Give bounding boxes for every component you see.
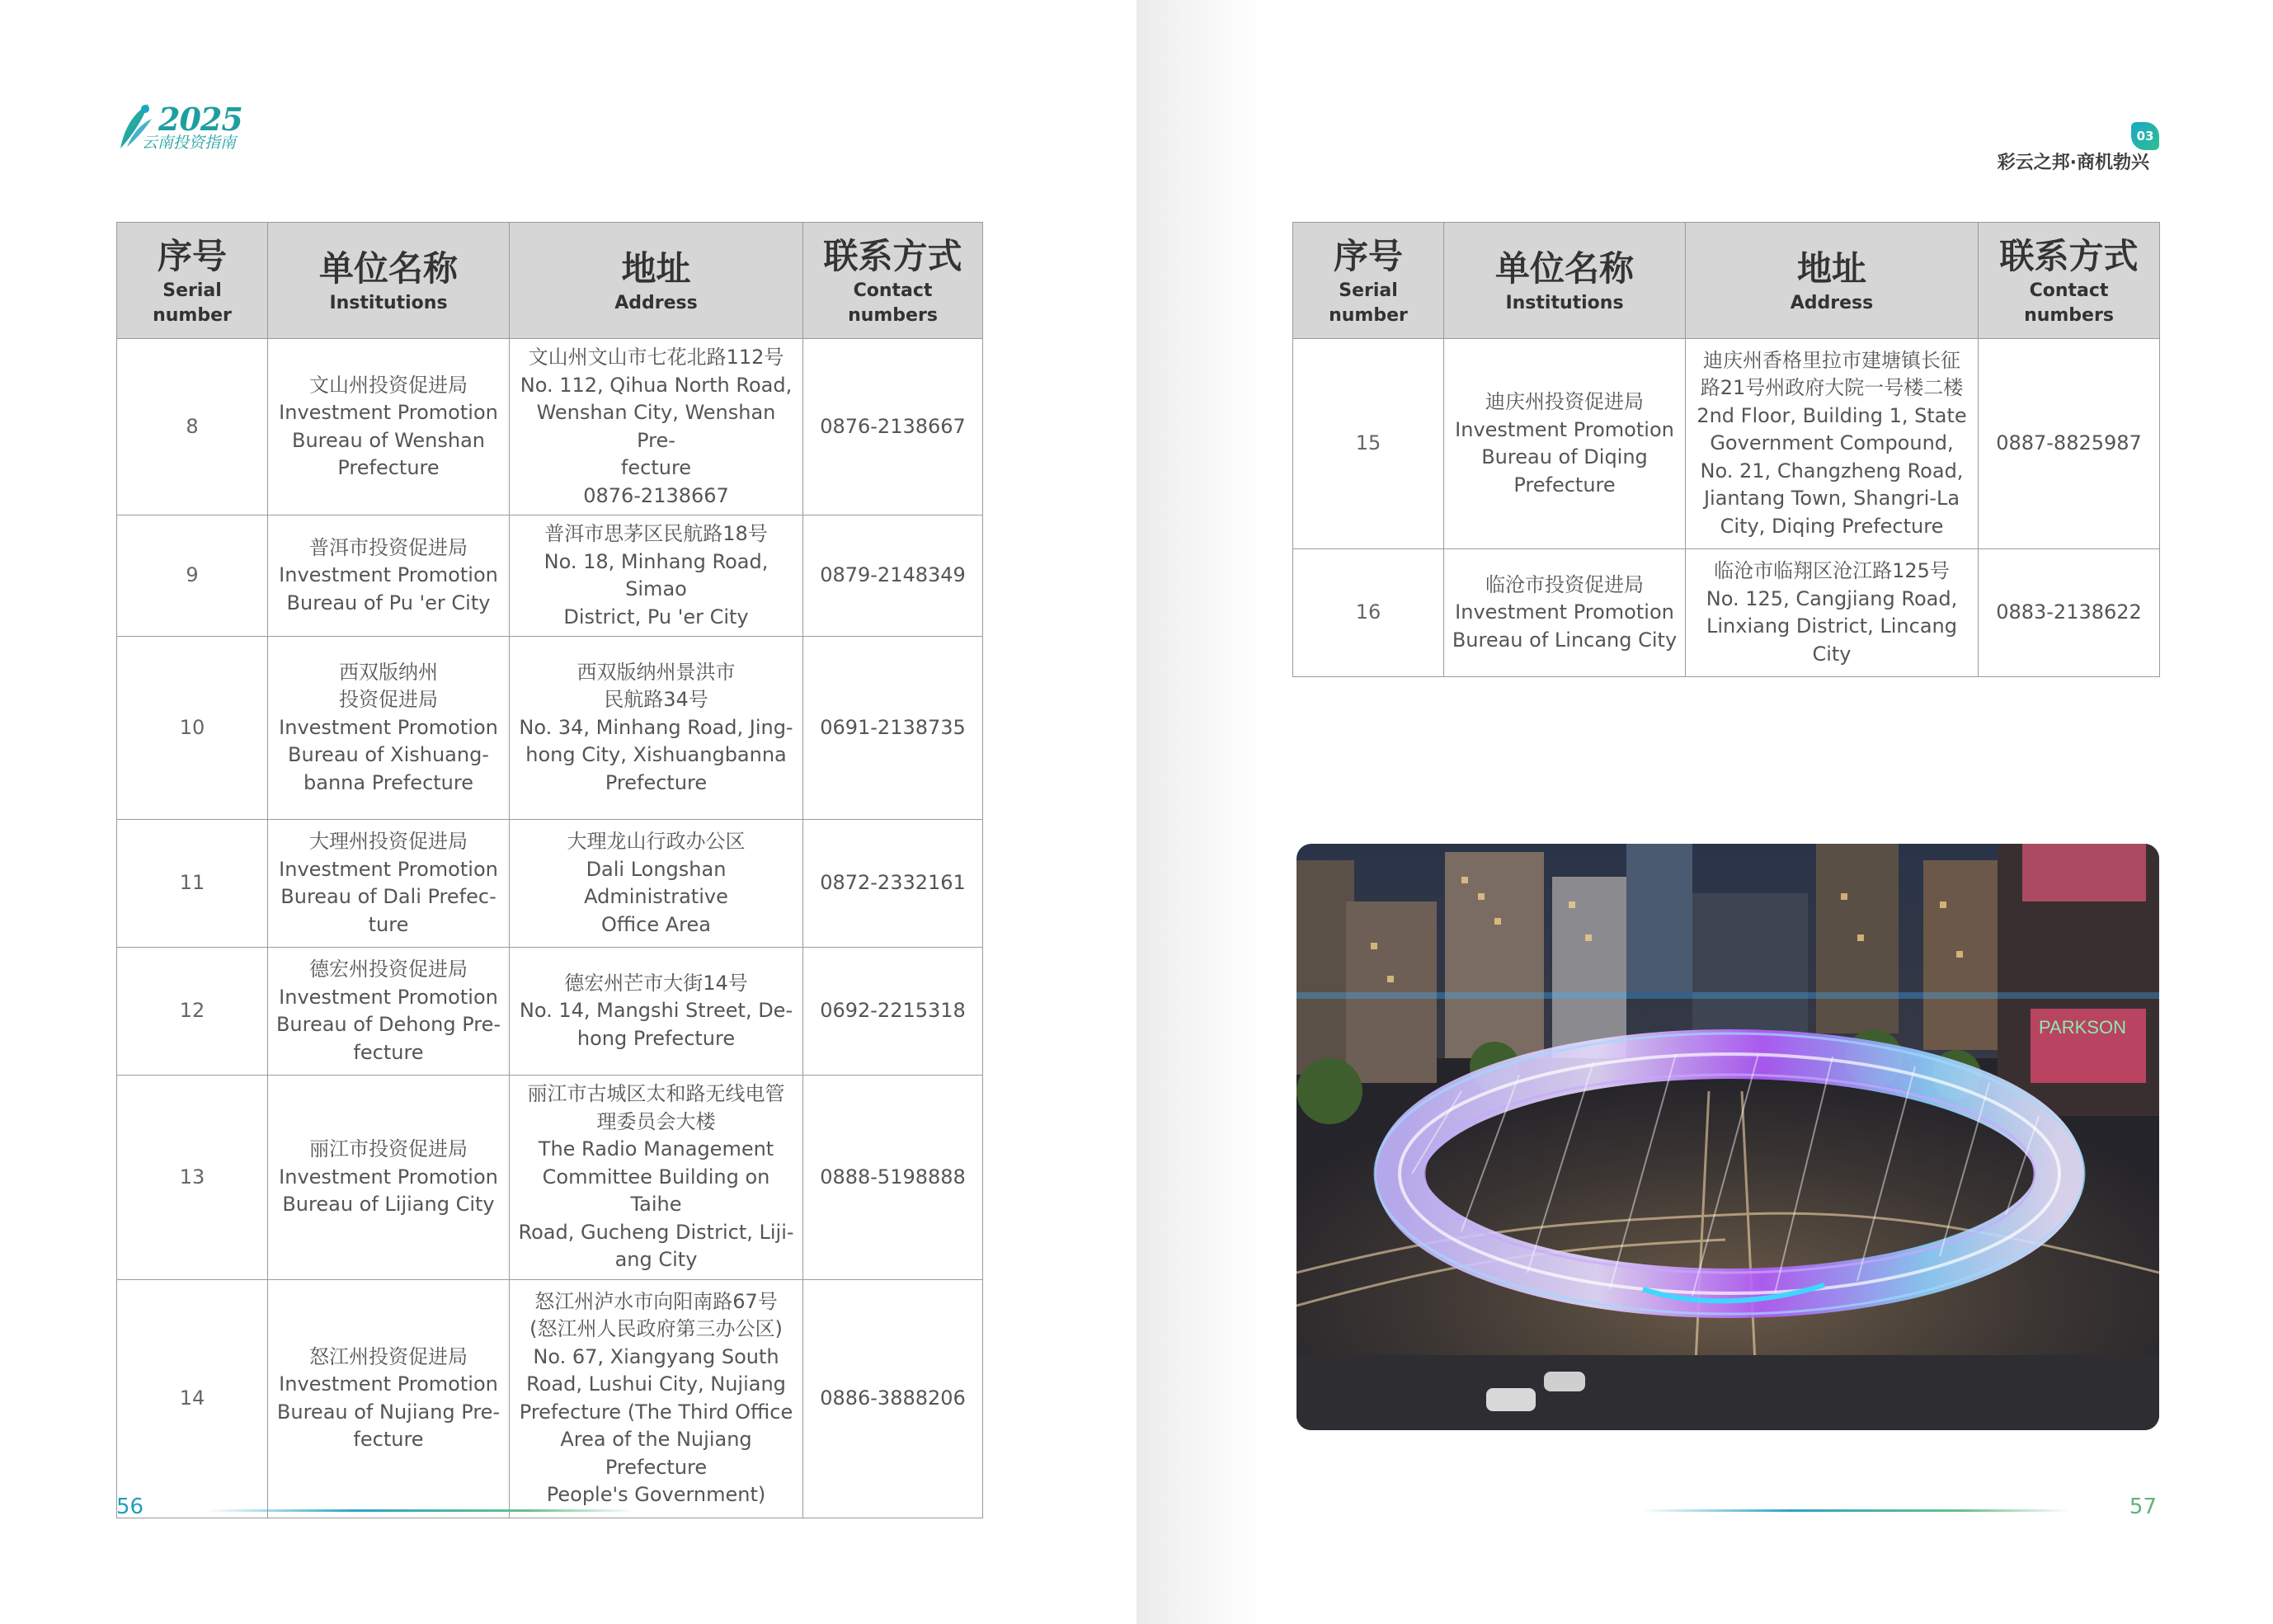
chapter-slogan: 彩云之邦·商机勃兴	[1997, 153, 2149, 173]
phone-cell: 0879-2148349	[803, 515, 983, 637]
serial-cell: 10	[117, 637, 268, 820]
phone-cell: 0876-2138667	[803, 339, 983, 515]
header-contact: 联系方式 Contact numbers	[803, 223, 983, 339]
page-number-left: 56	[116, 1495, 144, 1519]
serial-cell: 8	[117, 339, 268, 515]
footer-divider-left	[206, 1509, 635, 1512]
phone-cell: 0872-2332161	[803, 820, 983, 948]
page-number-right: 57	[2129, 1495, 2157, 1519]
serial-cell: 13	[117, 1076, 268, 1280]
table-row	[117, 515, 983, 637]
table-row	[1293, 549, 2160, 677]
address-cell: 西双版纳州景洪市 民航路34号 No. 34, Minhang Road, Jing- hong City, Xishuangbanna Prefecture	[510, 637, 803, 820]
contacts-table-left	[116, 222, 983, 1518]
phone-cell: 0888-5198888	[803, 1076, 983, 1280]
book-gutter	[1136, 0, 1260, 1624]
phone-cell: 0887-8825987	[1979, 339, 2160, 549]
institution-cell: 普洱市投资促进局 Investment Promotion Bureau of Pu 'er City	[268, 515, 510, 637]
serial-cell: 11	[117, 820, 268, 948]
table-row	[1293, 339, 2160, 549]
address-cell: 怒江州泸水市向阳南路67号 (怒江州人民政府第三办公区) No. 67, Xiangyang South Road, Lushui City, Nujiang Prefecture (The Third Office Area of the Nujiang Prefecture People's Government)	[510, 1279, 803, 1518]
serial-cell: 15	[1293, 339, 1444, 549]
address-cell: 丽江市古城区太和路无线电管 理委员会大楼 The Radio Management Committee Building on Taihe Road, Gucheng District, Liji- ang City	[510, 1076, 803, 1280]
table-row	[117, 637, 983, 820]
header-address: 地址 Address	[1686, 223, 1979, 339]
phone-cell: 0883-2138622	[1979, 549, 2160, 677]
guide-logo	[115, 99, 247, 157]
table-header-row	[117, 223, 983, 339]
address-cell: 迪庆州香格里拉市建塘镇长征 路21号州政府大院一号楼二楼 2nd Floor, Building 1, State Government Compound, No. 21, Changzheng Road, Jiantang Town, Shangri-La City, Diqing Prefecture	[1686, 339, 1979, 549]
mall-sign: PARKSON	[2039, 1017, 2126, 1038]
header-contact: 联系方式 Contact numbers	[1979, 223, 2160, 339]
table-row	[117, 339, 983, 515]
table-header-row	[1293, 223, 2160, 339]
serial-cell: 9	[117, 515, 268, 637]
phone-cell: 0886-3888206	[803, 1279, 983, 1518]
serial-cell: 14	[117, 1279, 268, 1518]
table-row	[117, 1279, 983, 1518]
header-serial: 序号 Serial number	[117, 223, 268, 339]
serial-cell: 16	[1293, 549, 1444, 677]
institution-cell: 文山州投资促进局 Investment Promotion Bureau of Wenshan Prefecture	[268, 339, 510, 515]
institution-cell: 大理州投资促进局 Investment Promotion Bureau of Dali Prefec- ture	[268, 820, 510, 948]
serial-cell: 12	[117, 948, 268, 1076]
city-night-photo	[1297, 844, 2159, 1430]
address-cell: 德宏州芒市大街14号 No. 14, Mangshi Street, De- hong Prefecture	[510, 948, 803, 1076]
address-cell: 普洱市思茅区民航路18号 No. 18, Minhang Road, Simao District, Pu 'er City	[510, 515, 803, 637]
chapter-badge: 03	[2131, 122, 2159, 150]
institution-cell: 西双版纳州 投资促进局 Investment Promotion Bureau of Xishuang- banna Prefecture	[268, 637, 510, 820]
header-institutions: 单位名称 Institutions	[1444, 223, 1686, 339]
institution-cell: 德宏州投资促进局 Investment Promotion Bureau of Dehong Pre- fecture	[268, 948, 510, 1076]
logo-title: 云南投资指南	[142, 134, 237, 152]
header-serial: 序号 Serial number	[1293, 223, 1444, 339]
phone-cell: 0692-2215318	[803, 948, 983, 1076]
phone-cell: 0691-2138735	[803, 637, 983, 820]
logo-year: 2025	[158, 101, 242, 138]
contacts-table-right	[1292, 222, 2160, 677]
institution-cell: 迪庆州投资促进局 Investment Promotion Bureau of Diqing Prefecture	[1444, 339, 1686, 549]
table-row	[117, 948, 983, 1076]
footer-divider-right	[1641, 1509, 2070, 1512]
institution-cell: 丽江市投资促进局 Investment Promotion Bureau of Lijiang City	[268, 1076, 510, 1280]
ring-bridge-illustration	[1297, 844, 2159, 1430]
table-row	[117, 1076, 983, 1280]
header-address: 地址 Address	[510, 223, 803, 339]
institution-cell: 怒江州投资促进局 Investment Promotion Bureau of Nujiang Pre- fecture	[268, 1279, 510, 1518]
address-cell: 临沧市临翔区沧江路125号 No. 125, Cangjiang Road, Linxiang District, Lincang City	[1686, 549, 1979, 677]
address-cell: 大理龙山行政办公区 Dali Longshan Administrative Office Area	[510, 820, 803, 948]
address-cell: 文山州文山市七花北路112号 No. 112, Qihua North Road, Wenshan City, Wenshan Pre- fecture 0876-2138667	[510, 339, 803, 515]
table-row	[117, 820, 983, 948]
header-institutions: 单位名称 Institutions	[268, 223, 510, 339]
institution-cell: 临沧市投资促进局 Investment Promotion Bureau of Lincang City	[1444, 549, 1686, 677]
